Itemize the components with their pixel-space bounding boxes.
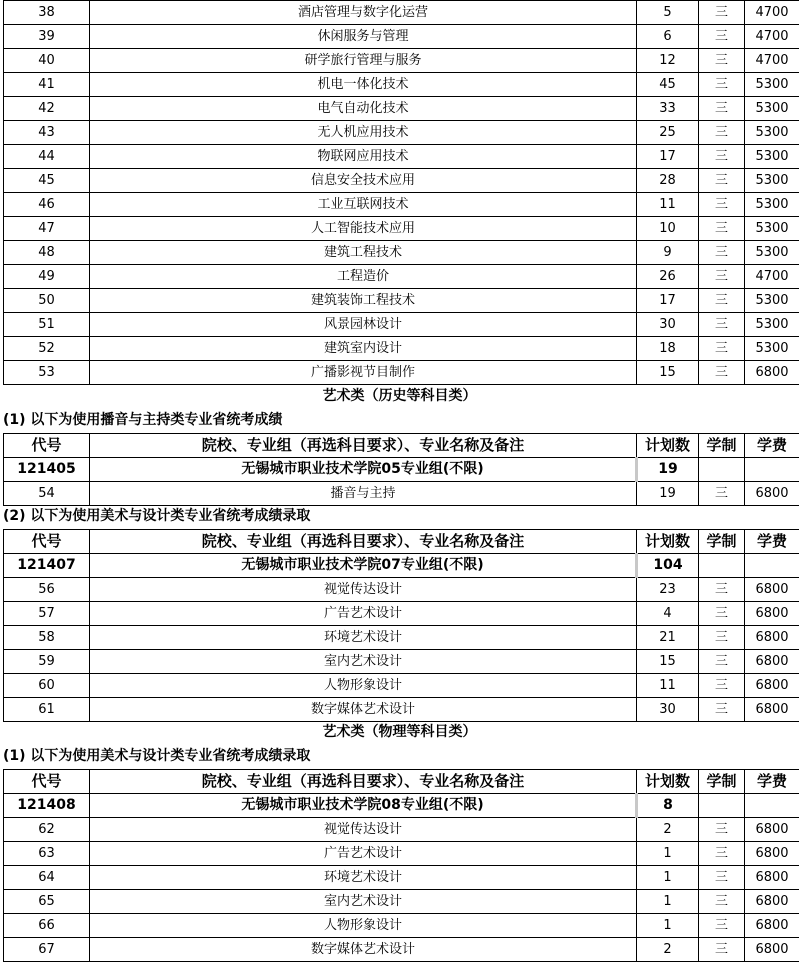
table-row [4,626,799,650]
cell-years: 三 [699,361,745,385]
cell-code: 52 [4,337,90,361]
cell-name: 视觉传达设计 [90,818,637,842]
table-row [4,938,799,962]
section-subtitle: (1) 以下为使用美术与设计类专业省统考成绩录取 [3,748,311,764]
table-header-row [4,770,799,794]
cell-years: 三 [699,145,745,169]
cell-count: 17 [637,145,699,169]
cell-name: 人物形象设计 [90,674,637,698]
cell-fee: 6800 [745,938,799,962]
cell-count: 4 [637,602,699,626]
cell-count: 25 [637,121,699,145]
table-row [4,145,799,169]
table-row [4,914,799,938]
table-row [4,73,799,97]
table-row [4,97,799,121]
cell-fee: 5300 [745,313,799,337]
cell-fee: 6800 [745,914,799,938]
cell-count: 17 [637,289,699,313]
cell-years: 三 [699,169,745,193]
group-code: 121408 [4,794,90,818]
cell-count: 6 [637,25,699,49]
cell-count: 2 [637,818,699,842]
cell-count: 15 [637,361,699,385]
cell-fee: 5300 [745,217,799,241]
table-row [4,241,799,265]
group-row [4,458,799,482]
table-header-row [4,434,799,458]
section-subtitle: (2) 以下为使用美术与设计类专业省统考成绩录取 [3,508,311,524]
cell-fee: 4700 [745,265,799,289]
header-count: 计划数 [637,770,699,794]
cell-name: 建筑室内设计 [90,337,637,361]
cell-name: 人物形象设计 [90,914,637,938]
cell-years: 三 [699,818,745,842]
header-code: 代号 [4,530,90,554]
cell-years: 三 [699,578,745,602]
cell-code: 42 [4,97,90,121]
group-name: 无锡城市职业技术学院07专业组(不限) [90,554,637,578]
section-title-history: 艺术类（历史等科目类） [322,388,477,404]
cell-code: 50 [4,289,90,313]
cell-count: 5 [637,1,699,25]
group-code: 121407 [4,554,90,578]
cell-code: 66 [4,914,90,938]
cell-fee: 6800 [745,890,799,914]
cell-fee: 5300 [745,289,799,313]
header-code: 代号 [4,770,90,794]
group-count: 19 [637,458,699,482]
cell-years: 三 [699,121,745,145]
cell-code: 48 [4,241,90,265]
cell-code: 47 [4,217,90,241]
cell-fee: 5300 [745,97,799,121]
table-row [4,121,799,145]
cell-code: 43 [4,121,90,145]
table-row [4,217,799,241]
cell-name: 研学旅行管理与服务 [90,49,637,73]
cell-name: 环境艺术设计 [90,626,637,650]
cell-fee: 5300 [745,241,799,265]
cell-name: 机电一体化技术 [90,73,637,97]
cell-code: 53 [4,361,90,385]
cell-count: 12 [637,49,699,73]
table-row [4,193,799,217]
cell-count: 1 [637,914,699,938]
table-row [4,169,799,193]
header-count: 计划数 [637,530,699,554]
group-years [699,554,745,578]
cell-years: 三 [699,626,745,650]
cell-years: 三 [699,265,745,289]
table-row [4,674,799,698]
program-table-top [3,0,799,385]
group-fee [745,458,799,482]
cell-name: 室内艺术设计 [90,890,637,914]
cell-name: 建筑工程技术 [90,241,637,265]
group-fee [745,554,799,578]
table-row [4,890,799,914]
group-name: 无锡城市职业技术学院08专业组(不限) [90,794,637,818]
group-years [699,794,745,818]
table-row [4,650,799,674]
group-row [4,794,799,818]
table-row [4,313,799,337]
cell-fee: 6800 [745,578,799,602]
table-row [4,842,799,866]
cell-count: 11 [637,193,699,217]
cell-years: 三 [699,97,745,121]
cell-fee: 5300 [745,145,799,169]
cell-fee: 4700 [745,1,799,25]
cell-fee: 6800 [745,361,799,385]
cell-count: 1 [637,890,699,914]
cell-code: 63 [4,842,90,866]
cell-name: 电气自动化技术 [90,97,637,121]
table-row [4,25,799,49]
cell-fee: 6800 [745,602,799,626]
cell-fee: 5300 [745,121,799,145]
group-years [699,458,745,482]
cell-name: 环境艺术设计 [90,866,637,890]
cell-name: 数字媒体艺术设计 [90,698,637,722]
table-row [4,866,799,890]
cell-fee: 6800 [745,866,799,890]
table-row [4,265,799,289]
cell-count: 21 [637,626,699,650]
cell-fee: 5300 [745,73,799,97]
cell-years: 三 [699,698,745,722]
group-row [4,554,799,578]
cell-fee: 6800 [745,482,799,506]
cell-count: 30 [637,698,699,722]
cell-name: 物联网应用技术 [90,145,637,169]
cell-count: 33 [637,97,699,121]
cell-years: 三 [699,602,745,626]
header-name: 院校、专业组（再选科目要求）、专业名称及备注 [90,530,637,554]
cell-code: 41 [4,73,90,97]
cell-code: 38 [4,1,90,25]
cell-name: 酒店管理与数字化运营 [90,1,637,25]
cell-code: 39 [4,25,90,49]
section-subtitle: (1) 以下为使用播音与主持类专业省统考成绩 [3,412,283,428]
header-fee: 学费 [745,434,799,458]
header-years: 学制 [699,770,745,794]
cell-years: 三 [699,674,745,698]
cell-code: 49 [4,265,90,289]
cell-code: 57 [4,602,90,626]
cell-count: 11 [637,674,699,698]
table-row [4,818,799,842]
cell-code: 62 [4,818,90,842]
cell-name: 无人机应用技术 [90,121,637,145]
table-row [4,289,799,313]
table-row [4,337,799,361]
header-count: 计划数 [637,434,699,458]
cell-count: 30 [637,313,699,337]
cell-count: 26 [637,265,699,289]
cell-fee: 6800 [745,818,799,842]
cell-code: 59 [4,650,90,674]
header-years: 学制 [699,530,745,554]
table-row [4,698,799,722]
cell-name: 工业互联网技术 [90,193,637,217]
cell-code: 60 [4,674,90,698]
cell-years: 三 [699,914,745,938]
cell-fee: 6800 [745,650,799,674]
cell-name: 广告艺术设计 [90,842,637,866]
table-row [4,49,799,73]
group-fee [745,794,799,818]
cell-count: 15 [637,650,699,674]
cell-years: 三 [699,25,745,49]
cell-years: 三 [699,890,745,914]
cell-code: 54 [4,482,90,506]
cell-years: 三 [699,217,745,241]
cell-fee: 6800 [745,842,799,866]
program-table-section2 [3,529,799,722]
cell-count: 1 [637,866,699,890]
cell-years: 三 [699,482,745,506]
cell-name: 建筑装饰工程技术 [90,289,637,313]
cell-years: 三 [699,1,745,25]
header-fee: 学费 [745,770,799,794]
table-row [4,482,799,506]
cell-fee: 5300 [745,337,799,361]
cell-name: 数字媒体艺术设计 [90,938,637,962]
cell-name: 播音与主持 [90,482,637,506]
header-fee: 学费 [745,530,799,554]
cell-name: 广播影视节目制作 [90,361,637,385]
cell-years: 三 [699,842,745,866]
section-title-physics: 艺术类（物理等科目类） [322,724,477,740]
cell-years: 三 [699,313,745,337]
cell-years: 三 [699,866,745,890]
table-row [4,602,799,626]
cell-count: 1 [637,842,699,866]
cell-code: 67 [4,938,90,962]
cell-name: 风景园林设计 [90,313,637,337]
table-header-row [4,530,799,554]
header-code: 代号 [4,434,90,458]
cell-name: 人工智能技术应用 [90,217,637,241]
group-name: 无锡城市职业技术学院05专业组(不限) [90,458,637,482]
cell-count: 19 [637,482,699,506]
cell-name: 休闲服务与管理 [90,25,637,49]
group-code: 121405 [4,458,90,482]
cell-code: 45 [4,169,90,193]
cell-fee: 6800 [745,626,799,650]
cell-code: 58 [4,626,90,650]
cell-name: 视觉传达设计 [90,578,637,602]
cell-code: 65 [4,890,90,914]
cell-count: 45 [637,73,699,97]
program-table-section1 [3,433,799,506]
cell-fee: 6800 [745,674,799,698]
table-row [4,578,799,602]
table-row [4,1,799,25]
cell-years: 三 [699,650,745,674]
cell-code: 56 [4,578,90,602]
table-row [4,361,799,385]
cell-code: 64 [4,866,90,890]
cell-fee: 5300 [745,193,799,217]
cell-code: 44 [4,145,90,169]
cell-count: 23 [637,578,699,602]
cell-code: 51 [4,313,90,337]
cell-years: 三 [699,938,745,962]
group-count: 8 [637,794,699,818]
cell-years: 三 [699,49,745,73]
cell-code: 40 [4,49,90,73]
cell-count: 10 [637,217,699,241]
header-years: 学制 [699,434,745,458]
cell-years: 三 [699,289,745,313]
cell-fee: 6800 [745,698,799,722]
cell-code: 61 [4,698,90,722]
cell-fee: 4700 [745,25,799,49]
cell-name: 信息安全技术应用 [90,169,637,193]
cell-code: 46 [4,193,90,217]
cell-years: 三 [699,73,745,97]
header-name: 院校、专业组（再选科目要求）、专业名称及备注 [90,770,637,794]
group-count: 104 [637,554,699,578]
cell-years: 三 [699,241,745,265]
cell-count: 18 [637,337,699,361]
cell-years: 三 [699,193,745,217]
cell-years: 三 [699,337,745,361]
cell-count: 28 [637,169,699,193]
cell-name: 室内艺术设计 [90,650,637,674]
cell-name: 广告艺术设计 [90,602,637,626]
cell-count: 2 [637,938,699,962]
cell-fee: 5300 [745,169,799,193]
program-table-section3 [3,769,799,962]
cell-name: 工程造价 [90,265,637,289]
cell-count: 9 [637,241,699,265]
header-name: 院校、专业组（再选科目要求）、专业名称及备注 [90,434,637,458]
cell-fee: 4700 [745,49,799,73]
